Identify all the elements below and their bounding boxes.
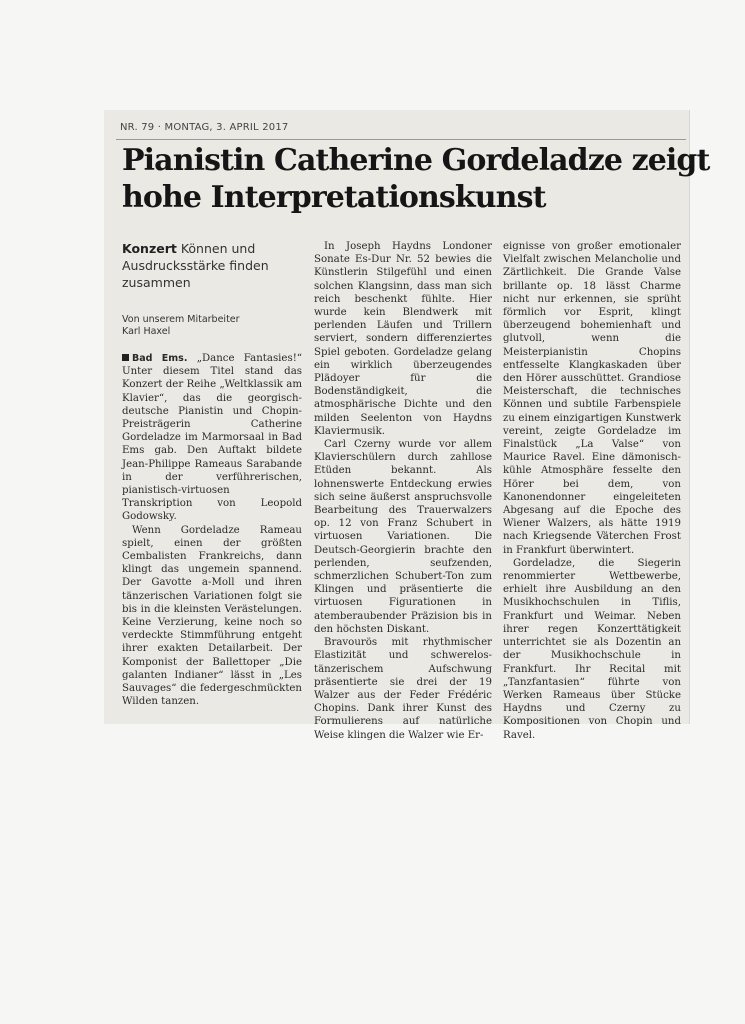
square-bullet-icon (122, 354, 129, 361)
byline (122, 314, 312, 338)
subhead-kicker: Konzert (122, 241, 177, 256)
subhead (122, 240, 312, 291)
headline (122, 142, 710, 216)
headline-line-2: hohe Interpretationskunst (122, 180, 546, 215)
paragraph: Bravourös mit rhythmischer Elastizität und schwerelos-tänzerischem Aufschwung präsentierte sie drei der 19 Walzer aus der Feder Frédéric Chopins. Dank ihrer Kunst des Formulierens auf natürliche Weise klingen die Walzer wie Er- (314, 637, 492, 741)
dateline: Bad Ems. (132, 353, 188, 364)
headline-line-1: Pianistin Catherine Gordeladze zeigt (122, 143, 710, 178)
paragraph: Wenn Gordeladze Rameau spielt, einen der größten Cembalisten Frankreichs, dann klingt das ungemein spannend. Der Gavotte a-Moll und ihren tänzerischen Variationen folgt sie bis in die kleinsten Verästelungen. Keine Verzierung, keine noch so verdeckte Stimmführung entgeht ihrer exakten Detailarbeit. Der Komponist der Ballettoper „Die galanten Indianer“ lässt in „Les Sauvages“ die federgeschmückten Wilden tanzen. (122, 524, 302, 708)
byline-label: Von unserem Mitarbeiter (122, 314, 240, 325)
paragraph: Carl Czerny wurde vor allem Klavierschülern durch zahllose Etüden bekannt. Als lohnenswerte Entdeckung erwies sich seine äußerst anspruchsvolle Bearbeitung des Trauerwalzers op. 12 von Franz Schubert in virtuosen Variationen. Die Deutsch-Georgierin brachte den perlenden, seufzenden, schmerzlichen Schubert-Ton zum Klingen und präsentierte die virtuosen Figurationen in atemberaubender Präzision bis in den höchsten Diskant. (314, 439, 492, 635)
article-column-2 (314, 240, 492, 741)
article-column-3 (503, 240, 681, 741)
paragraph: Bad Ems. „Dance Fantasies!“ Unter diesem Titel stand das Konzert der Reihe „Weltklassik am Klavier“, das die georgisch-deutsche Pianistin und Chopin-Preisträgerin Catherine Gordeladze im Marmorsaal in Bad Ems gab. Den Auftakt bildete Jean-Philippe Rameaus Sarabande in der verführerischen, pianistisch-virtuosen Transkription von Leopold Godowsky. (122, 353, 302, 523)
header-rule (116, 139, 686, 140)
paragraph: eignisse von großer emotionaler Vielfalt zwischen Melancholie und Zärtlichkeit. Die Grande Valse brillante op. 18 lässt Charme nicht nur erkennen, sie sprüht förmlich vor Esprit, klingt überzeugend bohemienhaft und glutvoll, wenn die Meisterpianistin Chopins entfesselte Klangkaskaden über den Hörer ausschüttet. Grandiose Meisterschaft, die technisches Können und subtile Farbenspiele zu einem einzigartigen Kunstwerk vereint, zeigte Gordeladze im Finalstück „La Valse“ von Maurice Ravel. Eine dämonisch-kühle Atmosphäre fesselte den Hörer bei dem, von Kanonendonner eingeleiteten Abgesang auf die Epoche des Wiener Walzers, als hätte 1919 nach Kriegsende Väterchen Frost in Frankfurt überwintert. (503, 241, 681, 556)
article-column-1 (122, 352, 302, 708)
paragraph: Gordeladze, die Siegerin renommierter Wettbewerbe, erhielt ihre Ausbildung an den Musikhochschulen in Tiflis, Frankfurt und Weimar. Neben ihrer regen Konzerttätigkeit unterrichtet sie als Dozentin an der Musikhochschule in Frankfurt. Ihr Recital mit „Tanzfantasien“ führte von Werken Rameaus über Stücke Haydns und Czerny zu Kompositionen von Chopin und Ravel. (503, 557, 681, 741)
subhead-text: Können und Ausdrucksstärke finden zusammen (122, 241, 269, 290)
issue-line: NR. 79 · MONTAG, 3. APRIL 2017 (120, 122, 289, 133)
paragraph: In Joseph Haydns Londoner Sonate Es-Dur Nr. 52 bewies die Künstlerin Stilgefühl und einen solchen Klangsinn, dass man sich reich beschenkt fühlte. Hier wurde kein Blendwerk mit perlenden Läufen und Trillern serviert, sondern differenziertes Spiel geboten. Gordeladze gelang ein wirklich überzeugendes Plädoyer für die Bodenständigkeit, die atmosphärische Dichte und den milden Seelenton von Haydns Klaviermusik. (314, 241, 492, 437)
byline-author: Karl Haxel (122, 326, 171, 337)
